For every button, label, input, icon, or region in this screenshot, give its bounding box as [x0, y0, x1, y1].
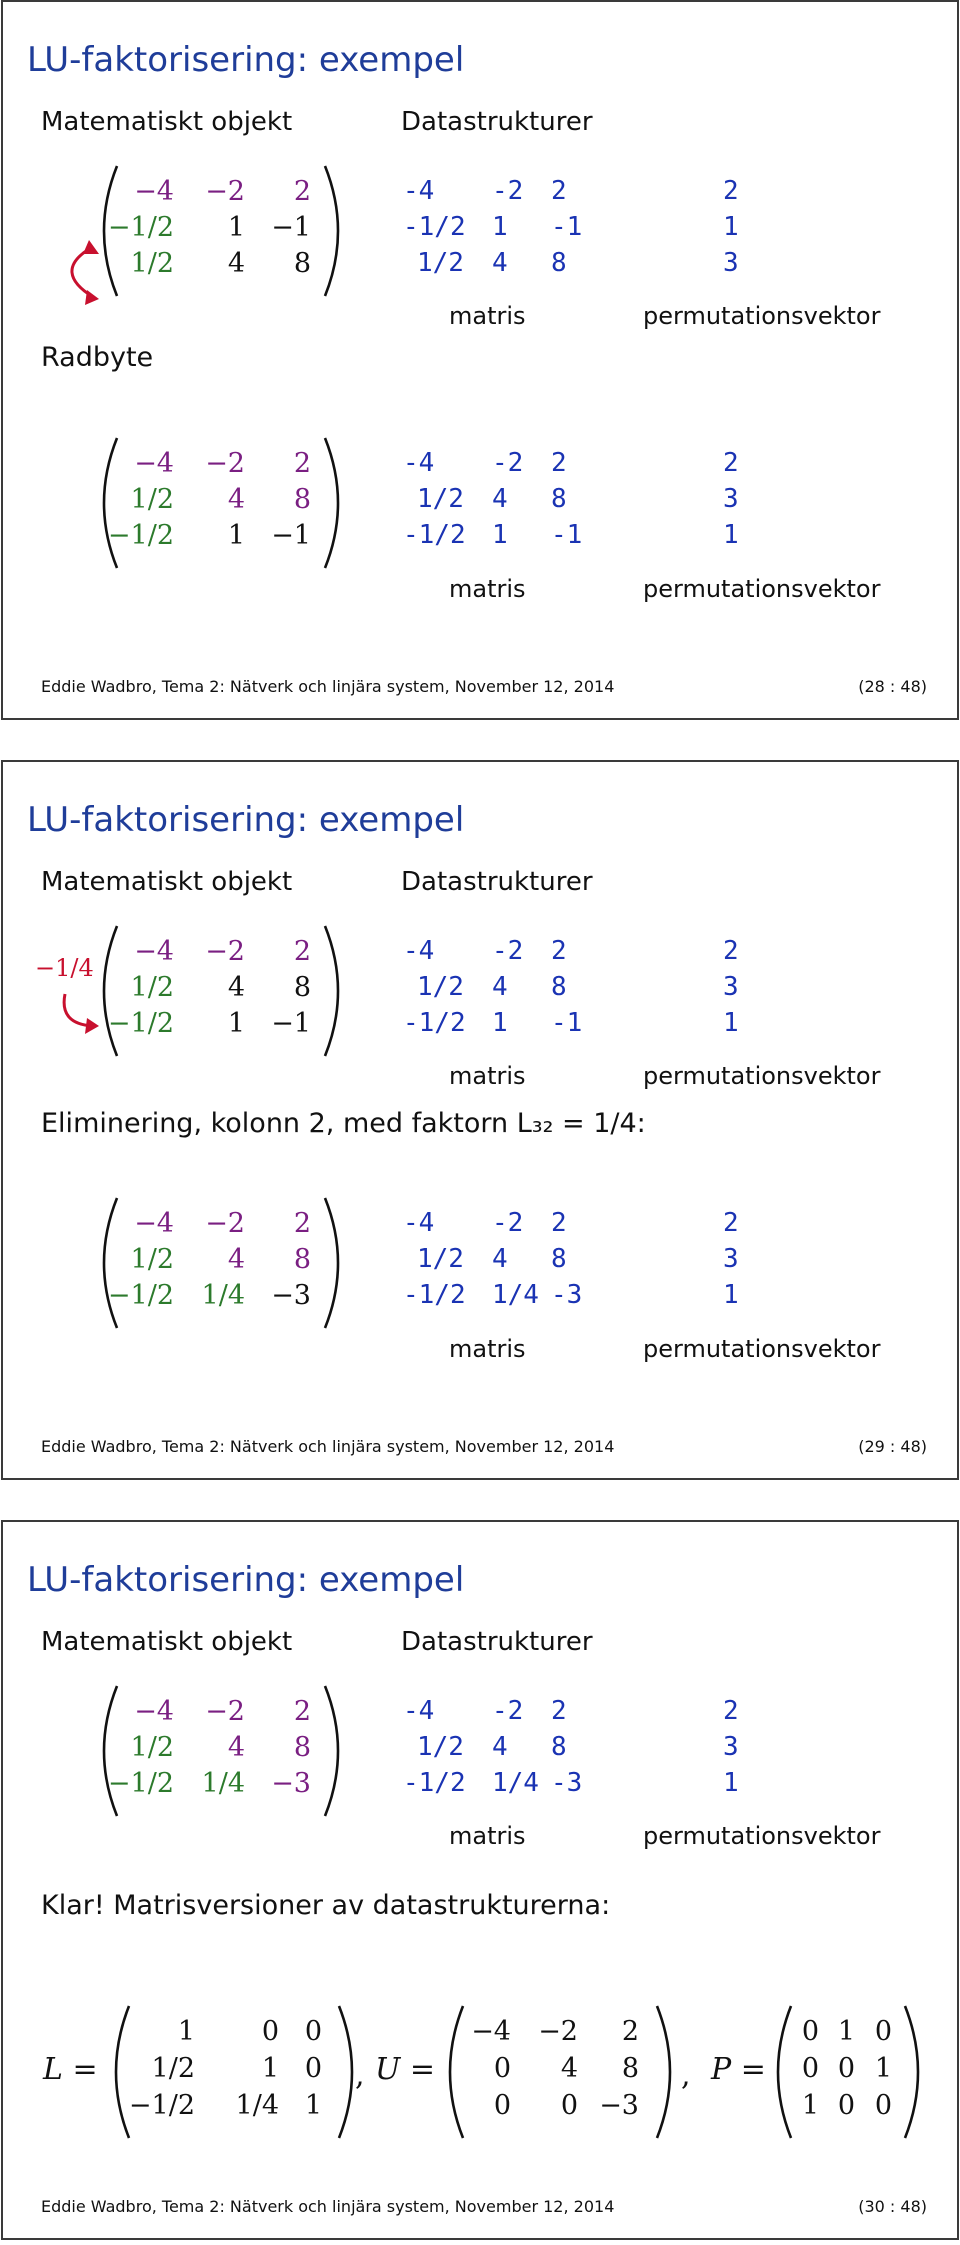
- permutation-entry: 3: [723, 972, 739, 1002]
- permutation-entry: 2: [723, 1208, 739, 1238]
- data-structure-cell: -4: [403, 176, 435, 206]
- data-structure-cell: -3: [551, 1280, 583, 1310]
- heading-data-structures: Datastrukturer: [401, 867, 593, 897]
- math-matrix-2-cell: 4: [227, 484, 245, 515]
- data-structure-cell: -1: [551, 520, 583, 550]
- matrix-P-right-paren: [895, 2004, 935, 2140]
- caption-permutation-vector: permutationsvektor: [643, 1822, 881, 1850]
- math-matrix-1-right-paren: [315, 1684, 355, 1818]
- math-matrix-1-cell: 4: [227, 1732, 245, 1763]
- math-matrix-2-cell: −1/2: [107, 1280, 174, 1311]
- elimination-factor: −1/4: [35, 954, 94, 982]
- matrix-L-cell: 0: [304, 2053, 322, 2084]
- separator-comma: ,: [355, 2058, 365, 2093]
- caption-matrix: matris: [449, 1062, 526, 1090]
- math-matrix-2-cell: 8: [293, 484, 311, 515]
- label-U: U =: [375, 2052, 435, 2087]
- data-structure-cell: 2: [551, 448, 567, 478]
- math-matrix-1-cell: 1/4: [201, 1768, 245, 1799]
- math-matrix-1-cell: −1/2: [107, 1768, 174, 1799]
- data-structure-cell: -1: [551, 1008, 583, 1038]
- data-structure-cell: -1/2: [403, 520, 466, 550]
- page-number: (30 : 48): [858, 2197, 927, 2216]
- matrix-L-cell: 0: [261, 2016, 279, 2047]
- data-structure-cell: 4: [492, 972, 508, 1002]
- math-matrix-2-cell: 1/4: [201, 1280, 245, 1311]
- matrix-L-cell: 1: [177, 2016, 195, 2047]
- slide-3: [1, 1520, 959, 2240]
- data-structure-cell: 2: [551, 1208, 567, 1238]
- math-matrix-2-cell: 1/2: [130, 1244, 174, 1275]
- matrix-U-cell: −2: [538, 2016, 578, 2047]
- footer-author: Eddie Wadbro, Tema 2: Nätverk och linjära system, November 12, 2014: [41, 1437, 615, 1456]
- math-matrix-1-cell: 1: [227, 1008, 245, 1039]
- math-matrix-1-cell: 2: [293, 1696, 311, 1727]
- caption-permutation-vector: permutationsvektor: [643, 1062, 881, 1090]
- page-number: (28 : 48): [858, 677, 927, 696]
- math-matrix-2-right-paren: [315, 1196, 355, 1330]
- data-structure-cell: -4: [403, 1696, 435, 1726]
- math-matrix-1-cell: 1: [227, 212, 245, 243]
- note-done: Klar! Matrisversioner av datastrukturerna:: [41, 1890, 611, 1921]
- data-structure-cell: -1/2: [403, 212, 466, 242]
- data-structure-cell: 1: [492, 212, 508, 242]
- matrix-U-left-paren: [433, 2004, 473, 2140]
- math-matrix-1-cell: −1/2: [107, 212, 174, 243]
- data-structure-cell: 1/2: [417, 484, 464, 514]
- data-structure-cell: -2: [492, 936, 524, 966]
- matrix-P-cell: 0: [874, 2016, 892, 2047]
- page-number: (29 : 48): [858, 1437, 927, 1456]
- math-matrix-1-cell: 2: [293, 176, 311, 207]
- data-structure-cell: 1: [492, 1008, 508, 1038]
- heading-mathematical-object: Matematiskt objekt: [41, 1627, 293, 1657]
- data-structure-cell: -1/2: [403, 1008, 466, 1038]
- data-structure-cell: -2: [492, 176, 524, 206]
- footer-author: Eddie Wadbro, Tema 2: Nätverk och linjära system, November 12, 2014: [41, 2197, 615, 2216]
- math-matrix-2-cell: −1/2: [107, 520, 174, 551]
- data-structure-cell: 1: [492, 520, 508, 550]
- math-matrix-2-cell: 2: [293, 1208, 311, 1239]
- math-matrix-1-cell: −1: [271, 212, 311, 243]
- slide-title: LU-faktorisering: exempel: [27, 40, 465, 80]
- data-structure-cell: -3: [551, 1768, 583, 1798]
- matrix-P-cell: 0: [874, 2090, 892, 2121]
- matrix-L-cell: 0: [304, 2016, 322, 2047]
- matrix-P-cell: 0: [837, 2053, 855, 2084]
- matrix-U-cell: −4: [471, 2016, 511, 2047]
- matrix-P-cell: 0: [801, 2016, 819, 2047]
- permutation-entry: 3: [723, 484, 739, 514]
- permutation-entry: 1: [723, 1768, 739, 1798]
- note-row-swap: Radbyte: [41, 342, 154, 373]
- math-matrix-2-cell: −3: [271, 1280, 311, 1311]
- data-structure-cell: 1/2: [417, 1732, 464, 1762]
- math-matrix-1-cell: −4: [134, 936, 174, 967]
- math-matrix-1-cell: 8: [293, 972, 311, 1003]
- permutation-entry: 1: [723, 212, 739, 242]
- caption-matrix: matris: [449, 575, 526, 603]
- data-structure-cell: 8: [551, 1244, 567, 1274]
- math-matrix-1-cell: 1/2: [130, 1732, 174, 1763]
- data-structure-cell: 1/2: [417, 1244, 464, 1274]
- permutation-entry: 1: [723, 1008, 739, 1038]
- separator-comma: ,: [681, 2058, 691, 2093]
- slide-title: LU-faktorisering: exempel: [27, 800, 465, 840]
- matrix-U-cell: −3: [599, 2090, 639, 2121]
- matrix-U-cell: 8: [621, 2053, 639, 2084]
- math-matrix-1-cell: −2: [205, 936, 245, 967]
- data-structure-cell: 4: [492, 1732, 508, 1762]
- caption-permutation-vector: permutationsvektor: [643, 1335, 881, 1363]
- data-structure-cell: -4: [403, 1208, 435, 1238]
- label-P: P =: [711, 2052, 766, 2087]
- permutation-entry: 2: [723, 448, 739, 478]
- permutation-entry: 3: [723, 1732, 739, 1762]
- slide-1: [1, 0, 959, 720]
- data-structure-cell: -1/2: [403, 1768, 466, 1798]
- math-matrix-2-cell: −2: [205, 448, 245, 479]
- data-structure-cell: -2: [492, 1696, 524, 1726]
- heading-data-structures: Datastrukturer: [401, 1627, 593, 1657]
- math-matrix-1-cell: −4: [134, 176, 174, 207]
- data-structure-cell: 1/2: [417, 248, 464, 278]
- math-matrix-2-cell: 2: [293, 448, 311, 479]
- data-structure-cell: 4: [492, 1244, 508, 1274]
- matrix-P-cell: 0: [801, 2053, 819, 2084]
- math-matrix-1-cell: −1/2: [107, 1008, 174, 1039]
- permutation-entry: 2: [723, 176, 739, 206]
- permutation-entry: 3: [723, 1244, 739, 1274]
- math-matrix-1-cell: 4: [227, 972, 245, 1003]
- matrix-P-cell: 0: [837, 2090, 855, 2121]
- math-matrix-2-cell: 1/2: [130, 484, 174, 515]
- matrix-P-cell: 1: [874, 2053, 892, 2084]
- math-matrix-1-cell: −2: [205, 1696, 245, 1727]
- permutation-entry: 3: [723, 248, 739, 278]
- math-matrix-2-cell: 4: [227, 1244, 245, 1275]
- permutation-entry: 1: [723, 520, 739, 550]
- matrix-L-cell: 1/4: [235, 2090, 279, 2121]
- heading-mathematical-object: Matematiskt objekt: [41, 107, 293, 137]
- matrix-L-cell: 1/2: [151, 2053, 195, 2084]
- slide-title: LU-faktorisering: exempel: [27, 1560, 465, 1600]
- math-matrix-2-right-paren: [315, 436, 355, 570]
- data-structure-cell: 2: [551, 936, 567, 966]
- permutation-entry: 2: [723, 936, 739, 966]
- data-structure-cell: -2: [492, 1208, 524, 1238]
- matrix-L-cell: −1/2: [128, 2090, 195, 2121]
- data-structure-cell: 8: [551, 1732, 567, 1762]
- caption-matrix: matris: [449, 1822, 526, 1850]
- matrix-P-left-paren: [761, 2004, 801, 2140]
- math-matrix-1-cell: −1: [271, 1008, 311, 1039]
- matrix-P-cell: 1: [837, 2016, 855, 2047]
- matrix-L-cell: 1: [304, 2090, 322, 2121]
- math-matrix-2-cell: −2: [205, 1208, 245, 1239]
- footer-author: Eddie Wadbro, Tema 2: Nätverk och linjära system, November 12, 2014: [41, 677, 615, 696]
- caption-permutation-vector: permutationsvektor: [643, 575, 881, 603]
- caption-matrix: matris: [449, 1335, 526, 1363]
- data-structure-cell: -1: [551, 212, 583, 242]
- math-matrix-1-cell: −3: [271, 1768, 311, 1799]
- data-structure-cell: 4: [492, 248, 508, 278]
- data-structure-cell: 4: [492, 484, 508, 514]
- matrix-U-cell: 0: [493, 2090, 511, 2121]
- heading-data-structures: Datastrukturer: [401, 107, 593, 137]
- slide-2: [1, 760, 959, 1480]
- math-matrix-2-cell: 8: [293, 1244, 311, 1275]
- permutation-entry: 1: [723, 1280, 739, 1310]
- math-matrix-2-cell: −4: [134, 448, 174, 479]
- data-structure-cell: 8: [551, 484, 567, 514]
- matrix-U-cell: 0: [493, 2053, 511, 2084]
- data-structure-cell: 1/2: [417, 972, 464, 1002]
- note-elimination: Eliminering, kolonn 2, med faktorn L₃₂ = 1/4:: [41, 1108, 646, 1139]
- permutation-entry: 2: [723, 1696, 739, 1726]
- matrix-U-cell: 0: [560, 2090, 578, 2121]
- matrix-U-cell: 2: [621, 2016, 639, 2047]
- caption-permutation-vector: permutationsvektor: [643, 302, 881, 330]
- matrix-P-cell: 1: [801, 2090, 819, 2121]
- data-structure-cell: 8: [551, 972, 567, 1002]
- data-structure-cell: -4: [403, 936, 435, 966]
- matrix-U-cell: 4: [560, 2053, 578, 2084]
- data-structure-cell: 2: [551, 176, 567, 206]
- math-matrix-1-cell: −2: [205, 176, 245, 207]
- math-matrix-1-cell: 8: [293, 1732, 311, 1763]
- data-structure-cell: 1/4: [492, 1280, 539, 1310]
- math-matrix-2-cell: −1: [271, 520, 311, 551]
- label-L: L =: [43, 2052, 98, 2087]
- math-matrix-1-cell: 8: [293, 248, 311, 279]
- data-structure-cell: -1/2: [403, 1280, 466, 1310]
- heading-mathematical-object: Matematiskt objekt: [41, 867, 293, 897]
- data-structure-cell: 1/4: [492, 1768, 539, 1798]
- math-matrix-2-cell: 1: [227, 520, 245, 551]
- math-matrix-1-cell: 1/2: [130, 248, 174, 279]
- math-matrix-1-cell: 4: [227, 248, 245, 279]
- math-matrix-1-cell: 2: [293, 936, 311, 967]
- matrix-L-cell: 1: [261, 2053, 279, 2084]
- math-matrix-1-cell: 1/2: [130, 972, 174, 1003]
- data-structure-cell: 2: [551, 1696, 567, 1726]
- math-matrix-2-cell: −4: [134, 1208, 174, 1239]
- data-structure-cell: -2: [492, 448, 524, 478]
- data-structure-cell: -4: [403, 448, 435, 478]
- caption-matrix: matris: [449, 302, 526, 330]
- data-structure-cell: 8: [551, 248, 567, 278]
- math-matrix-1-cell: −4: [134, 1696, 174, 1727]
